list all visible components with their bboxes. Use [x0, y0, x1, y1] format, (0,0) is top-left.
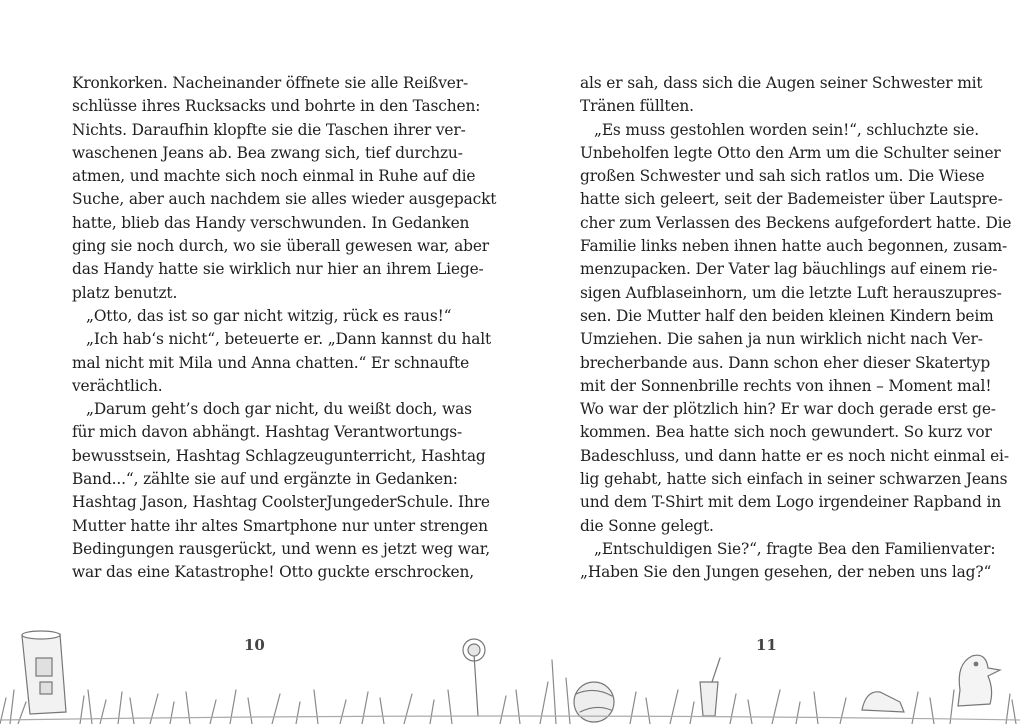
text-line: schlüsse ihres Rucksacks und bohrte in den Taschen: — [72, 97, 481, 116]
text-line: Bedingungen rausgerückt, und wenn es jetzt weg war, — [72, 539, 491, 558]
text-line: war das eine Katastrophe! Otto guckte erschrocken, — [72, 563, 474, 582]
text-line: die Sonne gelegt. — [580, 516, 714, 535]
text-line: brecherbande aus. Dann schon eher dieser Skatertyp — [580, 353, 991, 372]
text-line: Mutter hatte ihr altes Smartphone nur unter strengen — [72, 516, 488, 535]
text-line: Umziehen. Die sahen ja nun wirklich nicht nach Ver- — [580, 330, 983, 349]
text-line: sen. Die Mutter half den beiden kleinen Kindern beim — [580, 306, 994, 325]
text-line: „Es muss gestohlen worden sein!“, schluchzte sie. — [594, 120, 980, 139]
text-line: „Darum geht’s doch gar nicht, du weißt doch, was — [86, 400, 472, 419]
text-line: waschenen Jeans ab. Bea zwang sich, tief durchzu- — [72, 143, 463, 162]
page-number-left: 10 — [244, 636, 265, 654]
text-line: menzupacken. Der Vater lag bäuchlings auf einem rie- — [580, 260, 998, 279]
text-line: „Otto, das ist so gar nicht witzig, rück es raus!“ — [86, 306, 452, 325]
text-line: hatte sich geleert, seit der Bademeister über Lautspre- — [580, 190, 1003, 209]
flower-illustration — [463, 639, 485, 716]
text-line: cher zum Verlassen des Beckens aufgefordert hatte. Die — [580, 213, 1012, 232]
right-page — [580, 72, 1012, 585]
grass-blades — [0, 660, 1020, 724]
text-line: platz benutzt. — [72, 283, 178, 302]
text-line: Unbeholfen legte Otto den Arm um die Schulter seiner — [580, 143, 1001, 162]
text-line: Familie links neben ihnen hatte auch begonnen, zusam- — [580, 237, 1008, 256]
grass-illustration — [0, 620, 1020, 724]
text-line: Tränen füllten. — [580, 97, 694, 116]
text-line: „Ich hab‘s nicht“, beteuerte er. „Dann kannst du halt — [86, 330, 492, 349]
text-line: Kronkorken. Nacheinander öffnete sie alle Reißver- — [72, 74, 468, 92]
text-line: sigen Aufblaseinhorn, um die letzte Luft herauszupres- — [580, 283, 1002, 302]
text-line: „Entschuldigen Sie?“, fragte Bea den Familienvater: — [594, 539, 996, 558]
text-line: das Handy hatte sie wirklich nur hier an ihrem Liege- — [72, 260, 484, 279]
text-line: bewusstsein, Hashtag Schlagzeugunterricht, Hashtag — [72, 446, 486, 465]
text-line: atmen, und machte sich noch einmal in Ruhe auf die — [72, 167, 476, 186]
text-line: als er sah, dass sich die Augen seiner Schwester mit — [580, 74, 983, 92]
left-page — [72, 72, 497, 585]
cup-illustration — [22, 631, 66, 714]
text-line: großen Schwester und sah sich ratlos um. Die Wiese — [580, 167, 985, 186]
text-line: „Haben Sie den Jungen gesehen, der neben uns lag?“ — [580, 563, 992, 582]
page-number-right: 11 — [756, 636, 777, 654]
text-line: Band...“, zählte sie auf und ergänzte in Gedanken: — [72, 470, 458, 489]
text-line: hatte, blieb das Handy verschwunden. In Gedanken — [72, 213, 470, 232]
text-line: Badeschluss, und dann hatte er es noch nicht einmal ei- — [580, 446, 1009, 465]
text-line: Suche, aber auch nachdem sie alles wieder ausgepackt — [72, 190, 497, 209]
text-line: lig gehabt, hatte sich einfach in seiner schwarzen Jeans — [580, 470, 1008, 489]
text-line: Wo war der plötzlich hin? Er war doch gerade erst ge- — [580, 400, 996, 419]
text-line: kommen. Bea hatte sich noch gewundert. So kurz vor — [580, 423, 992, 442]
text-line: und dem T-Shirt mit dem Logo irgendeiner Rapband in — [580, 493, 1001, 512]
duck-illustration — [958, 655, 1000, 706]
text-line: Hashtag Jason, Hashtag CoolsterJungederSchule. Ihre — [72, 493, 490, 512]
text-line: ging sie noch durch, wo sie überall gewesen war, aber — [72, 237, 489, 256]
text-line: mit der Sonnenbrille rechts von ihnen – Moment mal! — [580, 376, 992, 395]
drink-illustration — [700, 658, 720, 716]
text-line: verächtlich. — [72, 376, 163, 395]
text-line: Nichts. Daraufhin klopfte sie die Taschen ihrer ver- — [72, 120, 466, 139]
shoe-illustration — [862, 692, 904, 712]
text-line: für mich davon abhängt. Hashtag Verantwortungs- — [72, 423, 463, 442]
text-line: mal nicht mit Mila und Anna chatten.“ Er schnaufte — [72, 353, 470, 372]
